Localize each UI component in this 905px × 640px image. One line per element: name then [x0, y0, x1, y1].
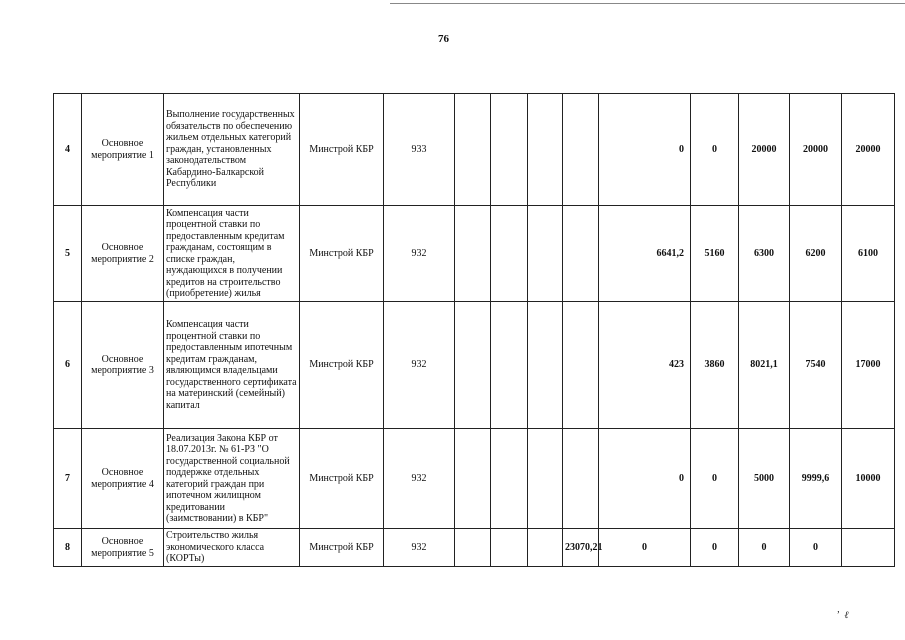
value-cell: 5000: [739, 429, 790, 529]
table-row: [54, 529, 895, 567]
activity-type: Основное мероприятие 1: [82, 94, 164, 206]
value-cell: [528, 206, 563, 302]
activity-type: Основное мероприятие 5: [82, 529, 164, 567]
value-cell: [563, 302, 599, 429]
value-cell: [491, 529, 528, 567]
value-cell: [491, 429, 528, 529]
table-row: [54, 94, 895, 206]
value-cell: 5160: [691, 206, 739, 302]
value-cell: 0: [691, 94, 739, 206]
value-cell: 3860: [691, 302, 739, 429]
value-cell: [528, 429, 563, 529]
value-cell: 0: [599, 429, 691, 529]
value-cell: 10000: [842, 429, 895, 529]
value-cell: 0: [790, 529, 842, 567]
value-cell: [455, 429, 491, 529]
value-cell: 17000: [842, 302, 895, 429]
value-cell: [491, 206, 528, 302]
activity-type: Основное мероприятие 4: [82, 429, 164, 529]
value-cell: 20000: [842, 94, 895, 206]
executor: Минстрой КБР: [300, 302, 384, 429]
activity-description: Компенсация части процентной ставки по предоставленным ипотечным кредитам гражданам, являющимся владельцами государственного сертификата на материнский (семейный) капитал: [164, 302, 300, 429]
row-number: 5: [54, 206, 82, 302]
row-number: 4: [54, 94, 82, 206]
value-cell: [455, 94, 491, 206]
value-cell: [491, 94, 528, 206]
budget-code: 932: [384, 429, 455, 529]
table-row: [54, 429, 895, 529]
page-number: 76: [438, 33, 449, 45]
activity-type: Основное мероприятие 3: [82, 302, 164, 429]
value-cell: [455, 302, 491, 429]
activity-description: Реализация Закона КБР от 18.07.2013г. № 61-РЗ "О государственной социальной поддержке отдельных категорий граждан при ипотечном жилищном кредитовании (заимствовании) в КБР": [164, 429, 300, 529]
row-number: 7: [54, 429, 82, 529]
value-cell: [563, 94, 599, 206]
row-number: 6: [54, 302, 82, 429]
value-cell: [842, 529, 895, 567]
executor: Минстрой КБР: [300, 429, 384, 529]
value-cell: [563, 206, 599, 302]
value-cell: 8021,1: [739, 302, 790, 429]
value-cell: [455, 529, 491, 567]
value-cell: 0: [599, 94, 691, 206]
value-cell: 423: [599, 302, 691, 429]
activity-description: Выполнение государственных обязательств по обеспечению жильем отдельных категорий граждан, установленных законодательством Кабардино-Балкарской Республики: [164, 94, 300, 206]
value-cell: 0: [691, 529, 739, 567]
executor: Минстрой КБР: [300, 529, 384, 567]
value-cell: [455, 206, 491, 302]
value-cell: 7540: [790, 302, 842, 429]
activity-description: Компенсация части процентной ставки по предоставленным кредитам гражданам, состоящим в списке граждан, нуждающихся в получении кредитов на строительство (приобретение) жилья: [164, 206, 300, 302]
value-cell: [528, 302, 563, 429]
value-cell: [528, 94, 563, 206]
value-cell: 23070,21: [563, 529, 599, 567]
budget-code: 932: [384, 302, 455, 429]
value-cell: 20000: [739, 94, 790, 206]
value-cell: 9999,6: [790, 429, 842, 529]
table-row: [54, 206, 895, 302]
row-number: 8: [54, 529, 82, 567]
value-cell: 6100: [842, 206, 895, 302]
value-cell: 6300: [739, 206, 790, 302]
value-cell: [563, 429, 599, 529]
budget-code: 932: [384, 206, 455, 302]
budget-code: 932: [384, 529, 455, 567]
table-row: [54, 302, 895, 429]
scan-mark: ʼ ℓ: [836, 610, 849, 621]
executor: Минстрой КБР: [300, 94, 384, 206]
value-cell: 6200: [790, 206, 842, 302]
program-activities-table: [53, 93, 895, 567]
activity-description: Строительство жилья экономического класса (КОРТы): [164, 529, 300, 567]
value-cell: 0: [691, 429, 739, 529]
executor: Минстрой КБР: [300, 206, 384, 302]
activity-type: Основное мероприятие 2: [82, 206, 164, 302]
value-cell: 20000: [790, 94, 842, 206]
value-cell: 0: [739, 529, 790, 567]
value-cell: 0: [599, 529, 691, 567]
value-cell: [528, 529, 563, 567]
value-cell: 6641,2: [599, 206, 691, 302]
value-cell: [491, 302, 528, 429]
budget-code: 933: [384, 94, 455, 206]
top-rule: [390, 3, 905, 4]
